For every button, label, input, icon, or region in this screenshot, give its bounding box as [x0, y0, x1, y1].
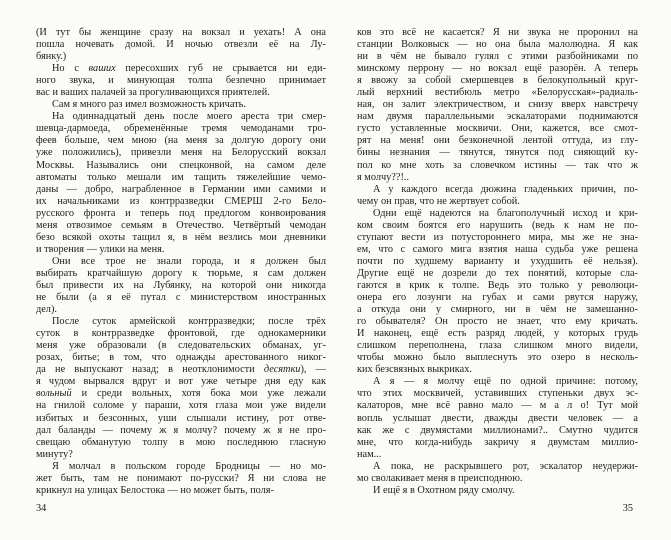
text-line: Я молчал в польском городе Бродницы — но мо-	[52, 460, 326, 472]
text-line: го обывателя? Он просто не знает, что ему кричать.	[357, 316, 638, 328]
text-line: я ввожу за собой смершевцев в белокупольный круг-	[357, 75, 638, 87]
text-line: не были (а я её путал с министерством иностранных	[36, 292, 326, 304]
text-line: Москвы. Назывались они спецконвой, на самом деле	[36, 159, 326, 171]
text-line: А я — я молчу ещё по одной причине: потому,	[373, 376, 638, 388]
text-line: суток в контрразведке фронтовой, где однокамерники	[36, 328, 326, 340]
text-line: ного звука, и минующая толпа безпечно принимает	[36, 75, 326, 87]
text-line: автоматы только мешали им тащить тяжелейшие чемо-	[36, 171, 326, 183]
text-line: бянку.)	[36, 51, 67, 63]
text-line: Другие ещё не дозрели до тех понятий, которые сла-	[357, 267, 638, 279]
text-line: феев больше, чем мною (на меня за долгую дорогу они	[36, 135, 326, 147]
text-line: уже положились), привезли меня на Белорусский вокзал	[36, 147, 326, 159]
text-line: На одиннадцатый день после моего ареста три смер-	[52, 111, 326, 123]
text-line: Сам я много раз имел возможность кричать.	[52, 99, 246, 111]
page-text-block	[357, 27, 638, 497]
text-line: лый верхний вестибюль метро «Белорусская»-радиаль-	[357, 87, 638, 99]
text-line: мо сволакивает меня в преисподнюю.	[357, 472, 523, 484]
text-line: их начальниками из контрразведки СМЕРШ 2-го Бело-	[36, 195, 326, 207]
text-line: ком своим боятся его нарушить (ведь к нам не по-	[357, 219, 638, 231]
text-line: слишком переполнена, глаза слишком много видели,	[357, 340, 638, 352]
text-line: ких безсвязных выкриках.	[357, 364, 472, 376]
text-line: мне, что когда-нибудь закричу я двумстам миллио-	[357, 436, 638, 448]
text-line: станции Волковыск — но она была малолюдна. Я как	[357, 39, 638, 51]
text-line: (И тут бы женщине сразу на вокзал и уехать! А она	[36, 27, 326, 38]
text-line: ная, он залит электричеством, и снизу вверх навстречу	[357, 99, 638, 111]
text-line: А у каждого всегда дюжина гладеньких причин, по-	[373, 183, 638, 195]
text-line: шевца-дармоеда, обременённые тремя чемоданами тро-	[36, 123, 326, 135]
text-line: на гнилой соломе у параши, хотя глаза мои уже видели	[36, 400, 326, 412]
text-line: вольный и среди вольных, хотя бока мои уже лежали	[36, 388, 326, 400]
text-line: а откуда они у смирного, ни в чём не замешанно-	[357, 304, 638, 316]
page-left	[36, 27, 326, 527]
text-line: рят на меня! они безконечной лентой оттуда, из глу-	[357, 135, 638, 147]
text-line: ступают вести из потустороннего мира, мы же не зна-	[357, 231, 638, 243]
page-right	[357, 27, 638, 527]
text-line: как же с двумястами миллионами?.. Смутно чудится	[357, 424, 638, 436]
text-line: нам двумя параллельными эскалаторами поднимаются	[357, 111, 638, 123]
text-line: И наконец, ещё есть разряд людей, у которых грудь	[357, 328, 638, 340]
text-line: крикнул на улицах Белостока — но может быть, поля-	[36, 484, 274, 496]
text-line: ем, что с самого мига взятия наша судьба уже решена	[357, 243, 638, 255]
text-line: розах, битье; в том, что однажды арестованного никог-	[36, 352, 326, 364]
text-line: густо уставленные москвичи. Они, кажется, все смот-	[357, 123, 638, 135]
text-line: был привести их на Лубянку, на которой они никогда	[36, 279, 326, 291]
text-line: жет быть, там не понимают по-русски? Я ни слова не	[36, 472, 326, 484]
text-line: вас и ваших палачей за прогуливающихся приятелей.	[36, 87, 270, 99]
text-line: дал баланды — почему ж я молчу? почему ж я не про-	[36, 424, 326, 436]
text-line: дел).	[36, 304, 57, 316]
text-line: я чудом вырвался вдруг и вот уже четыре дня еду как	[36, 376, 326, 388]
text-line: А пока, не раскрывшего рот, эскалатор неудержи-	[373, 460, 638, 472]
text-line: гаются в крик к толпе. Ведь это только у революци-	[357, 279, 638, 291]
text-line: избитых и безсонных, уши слышали истину, рот отве-	[36, 412, 326, 424]
text-line: вопль услышат двести, дважды двести человек — а	[357, 412, 638, 424]
text-line: свещаю обманутую толпу в мою последнюю гласную	[36, 436, 326, 448]
text-line: И ещё я в Охотном ряду смолчу.	[373, 484, 515, 496]
text-line: даны — добро, награбленное в Германии ими самими и	[36, 183, 326, 195]
text-line: и творения — улики на меня.	[36, 243, 165, 255]
text-line: ни в чём не бывало гулял с этими разбойниками по	[357, 51, 638, 63]
text-line: меня уже образовали (в следовательских обманах, уг-	[36, 340, 326, 352]
text-line: что этих москвичей, уставивших ступеньки двух эс-	[357, 388, 638, 400]
text-line: нам...	[357, 448, 382, 460]
text-line: да не выпускают назад; в неотклонимости десятки), —	[36, 364, 326, 376]
text-line: русского фронта и теперь под предлогом конвоирования	[36, 207, 326, 219]
page-text-block	[36, 27, 326, 497]
text-line: минуту?	[36, 448, 73, 460]
text-line: чему он прав, что не жертвует собой.	[357, 195, 520, 207]
text-line: Они все трое не знали города, и я должен был	[52, 255, 326, 267]
text-line: меня отвозимое семьям в Отечество. Четвёртый чемодан	[36, 219, 326, 231]
text-line: выбирать кратчайшую дорогу к тюрьме, я сам должен	[36, 267, 326, 279]
text-line: почти по худшему варианту и ухудшить её нельзя).	[357, 255, 638, 267]
text-line: Одни ещё надеются на благополучный исход и кри-	[373, 207, 638, 219]
text-line: После суток армейской контрразведки; после трёх	[52, 316, 326, 328]
text-line: минскому перрону — но вокзал ещё разорён. А теперь	[357, 63, 638, 75]
text-line: чтобы можно было выплеснуть это озеро в несколь-	[357, 352, 638, 364]
text-line: пошла ночевать домой. И ночью отвезли её на Лу-	[36, 39, 326, 51]
page-number: 34	[36, 503, 47, 514]
text-line: безо всякой охоты тащил я, в нём везлись мои дневники	[36, 231, 326, 243]
text-line: ков это всё не касается? Я ни звука не проронил на	[357, 27, 638, 38]
text-line: Но с ваших пересохших губ не срывается ни еди-	[52, 63, 326, 75]
page-number: 35	[622, 503, 633, 514]
text-line: пол ко мне хоть за словечком истины — так что ж	[357, 159, 638, 171]
text-line: я молчу??!..	[357, 171, 410, 183]
text-line: калаторов, мне всё равно мало — м а л о! Тут мой	[357, 400, 638, 412]
text-line: онера его лозунги на губах и сами рвутся наружу,	[357, 292, 638, 304]
text-line: бины незнания — тянутся, тянутся под сияющий ку-	[357, 147, 638, 159]
